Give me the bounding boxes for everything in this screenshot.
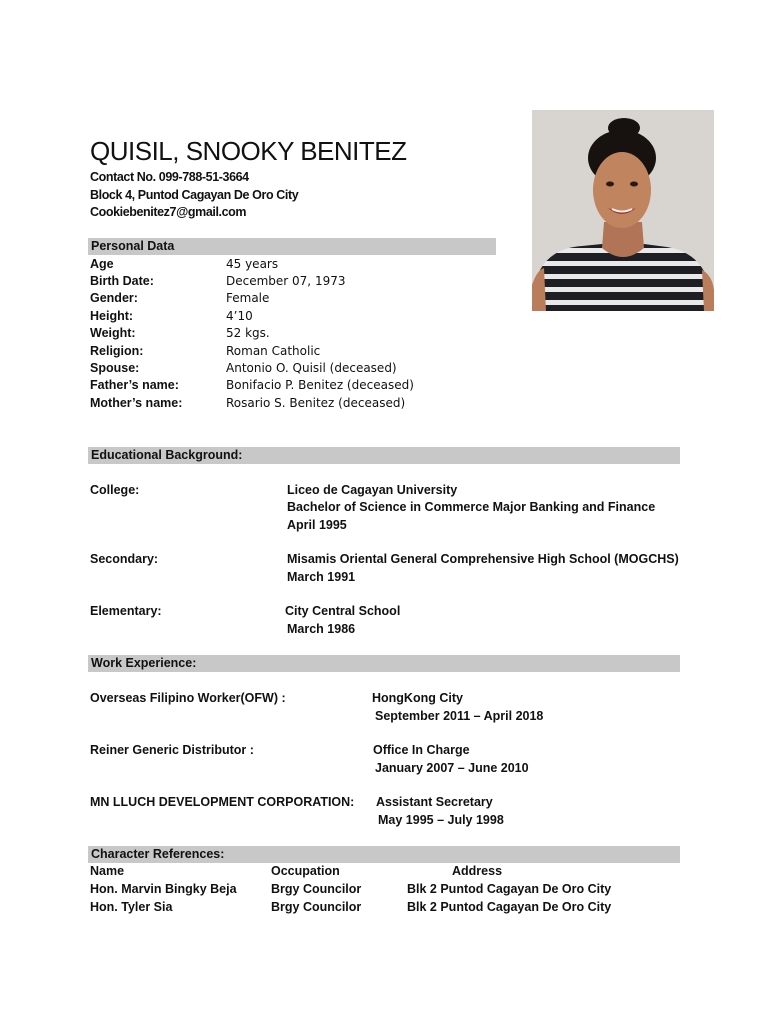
education-school: City Central School <box>285 604 401 618</box>
education-label-secondary: Secondary: <box>90 552 159 566</box>
work-employer: MN LLUCH DEVELOPMENT CORPORATION: <box>90 795 355 809</box>
education-degree: Bachelor of Science in Commerce Major Banking and Finance <box>287 500 656 514</box>
personal-label: Father’s name: <box>90 378 179 392</box>
personal-value: Antonio O. Quisil (deceased) <box>226 361 397 375</box>
applicant-name: QUISIL, SNOOKY BENITEZ <box>90 136 407 166</box>
personal-value: Rosario S. Benitez (deceased) <box>226 396 406 410</box>
personal-value: Bonifacio P. Benitez (deceased) <box>226 378 414 392</box>
personal-value: 4’10 <box>226 309 253 323</box>
education-school: Liceo de Cagayan University <box>287 483 458 497</box>
personal-value: Roman Catholic <box>226 344 321 358</box>
education-school: Misamis Oriental General Comprehensive High School (MOGCHS) <box>287 552 679 566</box>
education-label-elementary: Elementary: <box>90 604 162 618</box>
work-position: Assistant Secretary <box>376 795 493 809</box>
personal-label: Age <box>90 257 114 271</box>
personal-label: Height: <box>90 309 134 323</box>
work-dates: May 1995 – July 1998 <box>378 813 504 827</box>
personal-label: Weight: <box>90 326 136 340</box>
education-heading <box>88 447 680 464</box>
education-date: April 1995 <box>287 518 347 532</box>
work-heading-text: Work Experience: <box>91 656 197 670</box>
personal-label: Mother’s name: <box>90 396 183 410</box>
reference-name: Hon. Marvin Bingky Beja <box>90 882 237 896</box>
work-employer: Reiner Generic Distributor : <box>90 743 254 757</box>
reference-address: Blk 2 Puntod Cagayan De Oro City <box>407 882 612 896</box>
work-dates: September 2011 – April 2018 <box>375 709 544 723</box>
references-column-name: Name <box>90 864 125 878</box>
reference-occupation: Brgy Councilor <box>271 882 362 896</box>
personal-data-heading-text: Personal Data <box>91 239 175 253</box>
references-column-occupation: Occupation <box>271 864 340 878</box>
education-date: March 1986 <box>287 622 356 636</box>
reference-occupation: Brgy Councilor <box>271 900 362 914</box>
portrait-illustration <box>532 110 714 311</box>
personal-value: 45 years <box>226 257 279 271</box>
personal-label: Religion: <box>90 344 144 358</box>
reference-address: Blk 2 Puntod Cagayan De Oro City <box>407 900 612 914</box>
work-dates: January 2007 – June 2010 <box>375 761 529 775</box>
email-address: Cookiebenitez7@gmail.com <box>90 205 247 219</box>
work-position: HongKong City <box>372 691 463 705</box>
personal-data-heading <box>88 238 496 255</box>
work-employer: Overseas Filipino Worker(OFW) : <box>90 691 286 705</box>
education-label-college: College: <box>90 483 140 497</box>
education-heading-text: Educational Background: <box>91 448 243 462</box>
work-heading <box>88 655 680 672</box>
personal-label: Gender: <box>90 291 138 305</box>
personal-value: December 07, 1973 <box>226 274 346 288</box>
home-address: Block 4, Puntod Cagayan De Oro City <box>90 188 299 202</box>
work-position: Office In Charge <box>373 743 470 757</box>
education-date: March 1991 <box>287 570 356 584</box>
personal-label: Spouse: <box>90 361 140 375</box>
applicant-photo <box>532 110 714 311</box>
contact-number: Contact No. 099-788-51-3664 <box>90 170 249 184</box>
personal-value: 52 kgs. <box>226 326 270 340</box>
personal-label: Birth Date: <box>90 274 154 288</box>
references-heading-text: Character References: <box>91 847 225 861</box>
references-column-address: Address <box>452 864 503 878</box>
references-heading <box>88 846 680 863</box>
reference-name: Hon. Tyler Sia <box>90 900 173 914</box>
personal-value: Female <box>226 291 270 305</box>
